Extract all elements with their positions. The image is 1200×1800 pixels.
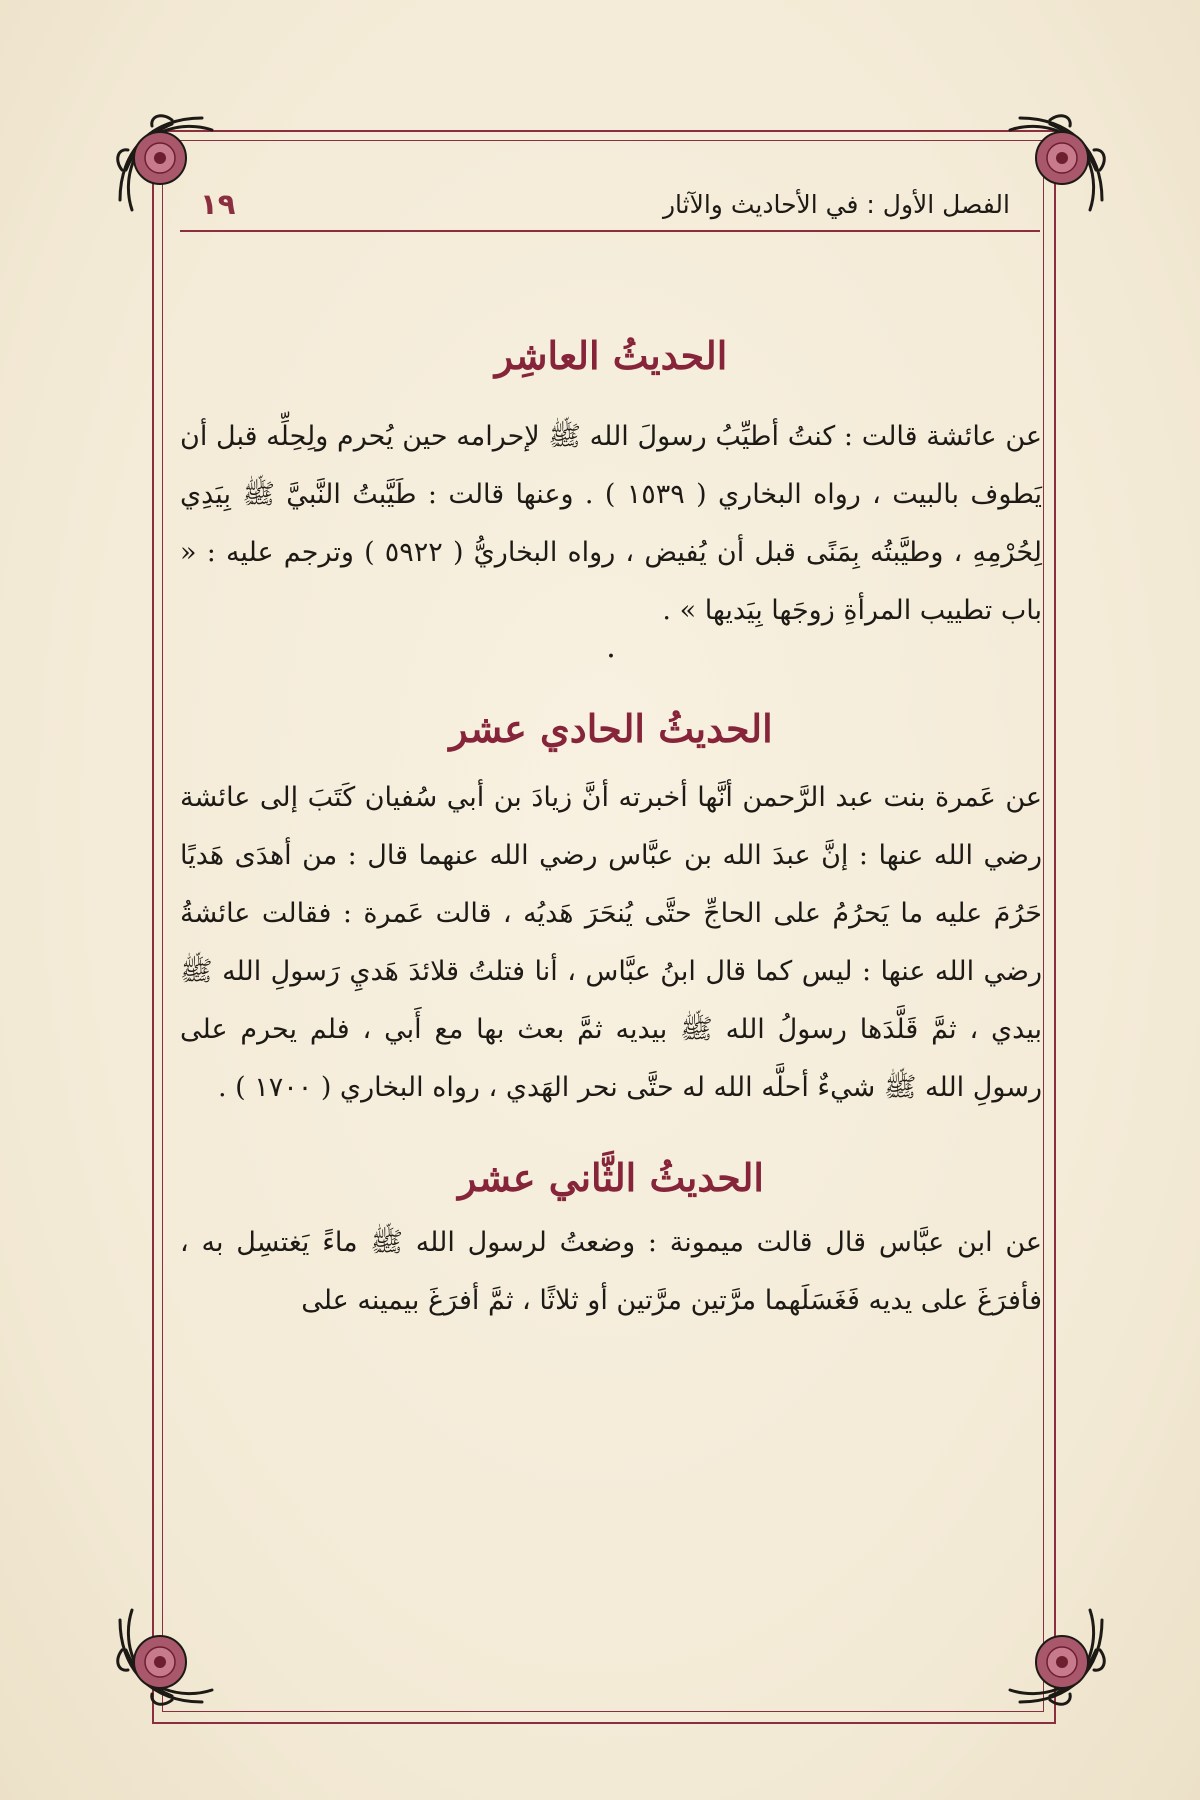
section-text: عن عائشة قالت : كنتُ أطيِّبُ رسولَ الله ﷺ لإحرامه حين يُحرم ولِحِلِّه قبل أن يَطوف بالبيت ، رواه البخاري ( ١٥٣٩ ) . وعنها قالت : طَيَّبتُ النَّبيَّ ﷺ بِيَدِي لِحُرْمِهِ ، وطيَّبتُه بِمَنًى قبل أن يُفيض ، رواه البخاريُّ ( ٥٩٢٢ ) وترجم عليه : « باب تطييب المرأةِ زوجَها بِيَديها » . (180, 421, 1042, 626)
section-title: الحديثُ الحادي عشر (449, 706, 773, 751)
page-number: ١٩ (200, 187, 236, 221)
separator-dot: · (606, 639, 616, 674)
section-text: عن ابن عبَّاس قال قالت ميمونة : وضعتُ لرسول الله ﷺ ماءً يَغتسِل به ، فأفرَغَ على يديه فَغَسَلَهما مرَّتين مرَّتين أو ثلاثًا ، ثمَّ أفرَغَ بيمينه على (180, 1227, 1042, 1316)
running-title: الفصل الأول : في الأحاديث والآثار (662, 189, 1010, 219)
corner-ornament-icon (112, 1600, 222, 1710)
section-text: عن عَمرة بنت عبد الرَّحمن أنَّها أخبرته أنَّ زيادَ بن أبي سُفيان كَتَبَ إلى عائشة رضي الله عنها : إنَّ عبدَ الله بن عبَّاس رضي الله عنهما قال : من أهدَى هَديًا حَرُمَ عليه ما يَحرُمُ على الحاجِّ حتَّى يُنحَرَ هَديُه ، قالت عَمرة : فقالت عائشةُ رضي الله عنها : ليس كما قال ابنُ عبَّاس ، أنا فتلتُ قلائدَ هَديِ رَسولِ الله ﷺ بيدي ، ثمَّ قَلَّدَها رسولُ الله ﷺ بيديه ثمَّ بعث بها مع أَبي ، فلم يحرم على رسولِ الله ﷺ شيءٌ أحلَّه الله له حتَّى نحر الهَدي ، رواه البخاري ( ١٧٠٠ ) . (180, 782, 1042, 1103)
page-header (180, 178, 1040, 232)
corner-ornament-icon (1000, 1600, 1110, 1710)
section-title: الحديثُ العاشِر (494, 333, 728, 378)
page-content (180, 295, 1042, 1330)
section-title: الحديثُ الثَّاني عشر (458, 1155, 764, 1200)
